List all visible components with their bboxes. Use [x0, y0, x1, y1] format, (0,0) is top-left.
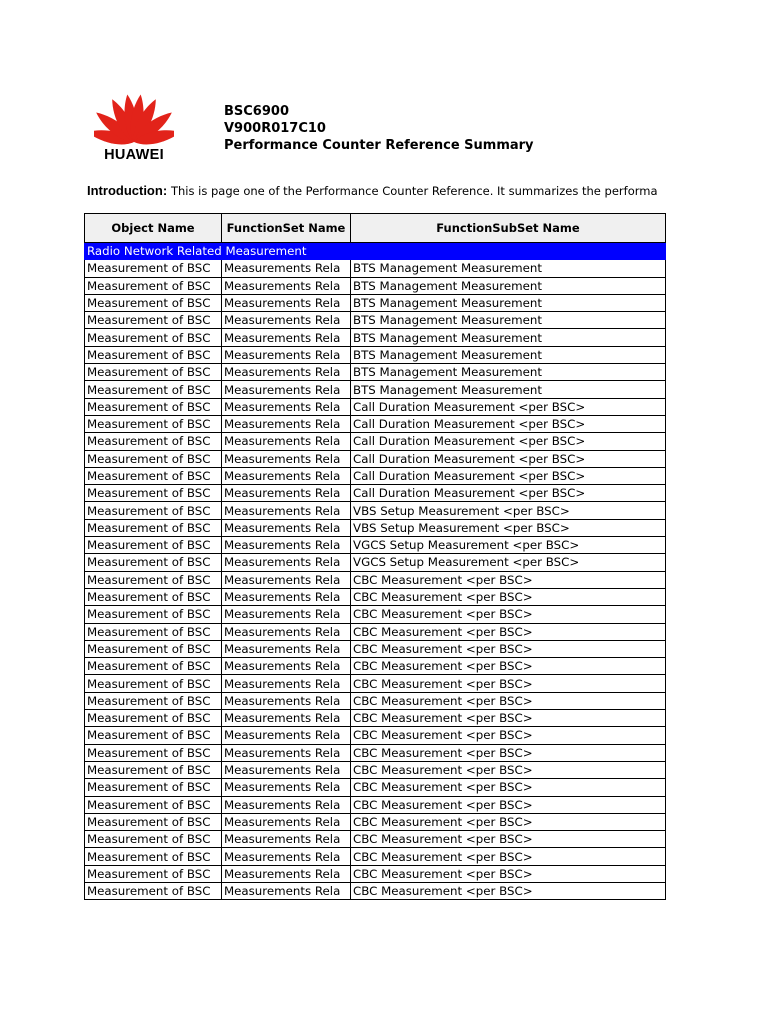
cell-functionset-name[interactable]: Measurements Rela: [222, 813, 351, 830]
cell-functionsubset-name[interactable]: BTS Management Measurement: [351, 329, 666, 346]
table-row[interactable]: [85, 519, 666, 536]
table-row[interactable]: [85, 329, 666, 346]
cell-object-name[interactable]: Measurement of BSC: [85, 450, 222, 467]
cell-object-name[interactable]: Measurement of BSC: [85, 485, 222, 502]
cell-functionset-name[interactable]: Measurements Rela: [222, 381, 351, 398]
cell-functionset-name[interactable]: Measurements Rela: [222, 502, 351, 519]
cell-object-name[interactable]: Measurement of BSC: [85, 813, 222, 830]
cell-object-name[interactable]: Measurement of BSC: [85, 588, 222, 605]
cell-functionsubset-name[interactable]: CBC Measurement <per BSC>: [351, 848, 666, 865]
cell-functionset-name[interactable]: Measurements Rela: [222, 779, 351, 796]
cell-functionsubset-name[interactable]: CBC Measurement <per BSC>: [351, 796, 666, 813]
cell-functionset-name[interactable]: Measurements Rela: [222, 658, 351, 675]
cell-functionset-name[interactable]: Measurements Rela: [222, 675, 351, 692]
table-row[interactable]: [85, 294, 666, 311]
cell-functionset-name[interactable]: Measurements Rela: [222, 865, 351, 882]
table-row[interactable]: [85, 692, 666, 709]
cell-object-name[interactable]: Measurement of BSC: [85, 882, 222, 899]
table-row[interactable]: [85, 588, 666, 605]
table-row[interactable]: [85, 796, 666, 813]
table-row[interactable]: [85, 761, 666, 778]
cell-object-name[interactable]: Measurement of BSC: [85, 571, 222, 588]
cell-functionsubset-name[interactable]: CBC Measurement <per BSC>: [351, 571, 666, 588]
cell-functionset-name[interactable]: Measurements Rela: [222, 294, 351, 311]
cell-object-name[interactable]: Measurement of BSC: [85, 554, 222, 571]
cell-functionset-name[interactable]: Measurements Rela: [222, 744, 351, 761]
section-cell-empty[interactable]: [351, 243, 666, 260]
cell-object-name[interactable]: Measurement of BSC: [85, 433, 222, 450]
table-row[interactable]: [85, 571, 666, 588]
cell-object-name[interactable]: Measurement of BSC: [85, 398, 222, 415]
cell-functionsubset-name[interactable]: Call Duration Measurement <per BSC>: [351, 450, 666, 467]
table-row[interactable]: [85, 433, 666, 450]
header-functionsubset-name[interactable]: FunctionSubSet Name: [351, 214, 666, 243]
cell-functionsubset-name[interactable]: BTS Management Measurement: [351, 312, 666, 329]
cell-functionsubset-name[interactable]: Call Duration Measurement <per BSC>: [351, 415, 666, 432]
section-cell[interactable]: [85, 243, 351, 260]
cell-functionsubset-name[interactable]: Call Duration Measurement <per BSC>: [351, 467, 666, 484]
cell-functionsubset-name[interactable]: Call Duration Measurement <per BSC>: [351, 433, 666, 450]
table-row[interactable]: [85, 346, 666, 363]
table-row[interactable]: [85, 277, 666, 294]
table-row[interactable]: [85, 710, 666, 727]
cell-functionsubset-name[interactable]: CBC Measurement <per BSC>: [351, 744, 666, 761]
product-name: BSC6900: [224, 104, 289, 119]
cell-object-name[interactable]: Measurement of BSC: [85, 415, 222, 432]
table-row[interactable]: [85, 381, 666, 398]
cell-object-name[interactable]: Measurement of BSC: [85, 865, 222, 882]
cell-functionsubset-name[interactable]: CBC Measurement <per BSC>: [351, 727, 666, 744]
cell-functionsubset-name[interactable]: CBC Measurement <per BSC>: [351, 761, 666, 778]
cell-functionset-name[interactable]: Measurements Rela: [222, 571, 351, 588]
table-row[interactable]: [85, 744, 666, 761]
cell-functionset-name[interactable]: Measurements Rela: [222, 467, 351, 484]
table-row[interactable]: [85, 882, 666, 899]
cell-functionsubset-name[interactable]: BTS Management Measurement: [351, 294, 666, 311]
cell-functionsubset-name[interactable]: CBC Measurement <per BSC>: [351, 623, 666, 640]
cell-functionset-name[interactable]: Measurements Rela: [222, 277, 351, 294]
section-row[interactable]: [85, 243, 666, 260]
cell-object-name[interactable]: Measurement of BSC: [85, 519, 222, 536]
cell-functionsubset-name[interactable]: VBS Setup Measurement <per BSC>: [351, 519, 666, 536]
cell-object-name[interactable]: Measurement of BSC: [85, 658, 222, 675]
table-row[interactable]: [85, 260, 666, 277]
table-row[interactable]: [85, 623, 666, 640]
cell-functionset-name[interactable]: Measurements Rela: [222, 398, 351, 415]
table-header-row: [85, 214, 666, 243]
table-row[interactable]: [85, 398, 666, 415]
cell-object-name[interactable]: Measurement of BSC: [85, 692, 222, 709]
header-object-name[interactable]: Object Name: [85, 214, 222, 243]
cell-functionsubset-name[interactable]: VGCS Setup Measurement <per BSC>: [351, 554, 666, 571]
table-row[interactable]: [85, 537, 666, 554]
cell-functionsubset-name[interactable]: VGCS Setup Measurement <per BSC>: [351, 537, 666, 554]
cell-functionsubset-name[interactable]: CBC Measurement <per BSC>: [351, 710, 666, 727]
cell-functionset-name[interactable]: Measurements Rela: [222, 450, 351, 467]
intro-text: This is page one of the Performance Counter Reference. It summarizes the performa: [170, 184, 658, 198]
cell-functionsubset-name[interactable]: Call Duration Measurement <per BSC>: [351, 398, 666, 415]
cell-functionset-name[interactable]: Measurements Rela: [222, 415, 351, 432]
logo-wordmark: HUAWEI: [104, 147, 164, 163]
table-row[interactable]: [85, 606, 666, 623]
cell-object-name[interactable]: Measurement of BSC: [85, 467, 222, 484]
table-row[interactable]: [85, 467, 666, 484]
cell-functionset-name[interactable]: Measurements Rela: [222, 519, 351, 536]
cell-functionset-name[interactable]: Measurements Rela: [222, 761, 351, 778]
cell-object-name[interactable]: Measurement of BSC: [85, 779, 222, 796]
cell-functionset-name[interactable]: Measurements Rela: [222, 346, 351, 363]
cell-functionset-name[interactable]: Measurements Rela: [222, 312, 351, 329]
cell-functionset-name[interactable]: Measurements Rela: [222, 364, 351, 381]
cell-functionset-name[interactable]: Measurements Rela: [222, 260, 351, 277]
cell-object-name[interactable]: Measurement of BSC: [85, 796, 222, 813]
cell-functionset-name[interactable]: Measurements Rela: [222, 640, 351, 657]
cell-object-name[interactable]: Measurement of BSC: [85, 364, 222, 381]
cell-object-name[interactable]: Measurement of BSC: [85, 277, 222, 294]
cell-object-name[interactable]: Measurement of BSC: [85, 848, 222, 865]
cell-functionset-name[interactable]: Measurements Rela: [222, 796, 351, 813]
cell-functionsubset-name[interactable]: VBS Setup Measurement <per BSC>: [351, 502, 666, 519]
cell-object-name[interactable]: Measurement of BSC: [85, 312, 222, 329]
cell-object-name[interactable]: Measurement of BSC: [85, 623, 222, 640]
cell-object-name[interactable]: Measurement of BSC: [85, 675, 222, 692]
cell-functionset-name[interactable]: Measurements Rela: [222, 485, 351, 502]
document-title: Performance Counter Reference Summary: [224, 138, 534, 153]
cell-functionsubset-name[interactable]: CBC Measurement <per BSC>: [351, 692, 666, 709]
cell-functionsubset-name[interactable]: BTS Management Measurement: [351, 381, 666, 398]
cell-functionsubset-name[interactable]: CBC Measurement <per BSC>: [351, 658, 666, 675]
table-row[interactable]: [85, 727, 666, 744]
table-row[interactable]: [85, 554, 666, 571]
cell-object-name[interactable]: Measurement of BSC: [85, 744, 222, 761]
cell-object-name[interactable]: Measurement of BSC: [85, 761, 222, 778]
cell-functionset-name[interactable]: Measurements Rela: [222, 848, 351, 865]
cell-functionset-name[interactable]: Measurements Rela: [222, 606, 351, 623]
cell-object-name[interactable]: Measurement of BSC: [85, 831, 222, 848]
cell-functionsubset-name[interactable]: BTS Management Measurement: [351, 346, 666, 363]
table-row[interactable]: [85, 364, 666, 381]
cell-object-name[interactable]: Measurement of BSC: [85, 710, 222, 727]
table-row[interactable]: [85, 813, 666, 830]
cell-functionset-name[interactable]: Measurements Rela: [222, 588, 351, 605]
huawei-petals-icon: [94, 90, 174, 146]
cell-object-name[interactable]: Measurement of BSC: [85, 537, 222, 554]
cell-functionsubset-name[interactable]: CBC Measurement <per BSC>: [351, 831, 666, 848]
cell-functionsubset-name[interactable]: CBC Measurement <per BSC>: [351, 813, 666, 830]
table-row[interactable]: [85, 640, 666, 657]
table-row[interactable]: [85, 415, 666, 432]
cell-functionset-name[interactable]: Measurements Rela: [222, 692, 351, 709]
cell-object-name[interactable]: Measurement of BSC: [85, 381, 222, 398]
cell-object-name[interactable]: Measurement of BSC: [85, 640, 222, 657]
table-row[interactable]: [85, 848, 666, 865]
cell-functionset-name[interactable]: Measurements Rela: [222, 623, 351, 640]
cell-object-name[interactable]: Measurement of BSC: [85, 346, 222, 363]
cell-functionsubset-name[interactable]: CBC Measurement <per BSC>: [351, 882, 666, 899]
header-functionset-name[interactable]: FunctionSet Name: [222, 214, 351, 243]
cell-functionsubset-name[interactable]: BTS Management Measurement: [351, 364, 666, 381]
cell-object-name[interactable]: Measurement of BSC: [85, 502, 222, 519]
cell-functionset-name[interactable]: Measurements Rela: [222, 882, 351, 899]
table-row[interactable]: [85, 658, 666, 675]
cell-functionsubset-name[interactable]: CBC Measurement <per BSC>: [351, 606, 666, 623]
huawei-logo: [94, 90, 174, 164]
cell-functionset-name[interactable]: Measurements Rela: [222, 433, 351, 450]
table-row[interactable]: [85, 675, 666, 692]
cell-object-name[interactable]: Measurement of BSC: [85, 606, 222, 623]
table-row[interactable]: [85, 502, 666, 519]
introduction: [87, 183, 667, 199]
cell-functionsubset-name[interactable]: CBC Measurement <per BSC>: [351, 865, 666, 882]
cell-object-name[interactable]: Measurement of BSC: [85, 260, 222, 277]
table-row[interactable]: [85, 312, 666, 329]
cell-object-name[interactable]: Measurement of BSC: [85, 727, 222, 744]
cell-functionsubset-name[interactable]: BTS Management Measurement: [351, 277, 666, 294]
cell-functionset-name[interactable]: Measurements Rela: [222, 329, 351, 346]
counter-summary-table: [84, 213, 666, 900]
table-row[interactable]: [85, 485, 666, 502]
table-row[interactable]: [85, 450, 666, 467]
cell-functionsubset-name[interactable]: Call Duration Measurement <per BSC>: [351, 485, 666, 502]
cell-functionset-name[interactable]: Measurements Rela: [222, 831, 351, 848]
table-row[interactable]: [85, 779, 666, 796]
product-version: V900R017C10: [224, 121, 326, 136]
cell-functionsubset-name[interactable]: CBC Measurement <per BSC>: [351, 779, 666, 796]
cell-functionset-name[interactable]: Measurements Rela: [222, 554, 351, 571]
intro-label: Introduction:: [87, 183, 168, 198]
cell-object-name[interactable]: Measurement of BSC: [85, 329, 222, 346]
cell-functionsubset-name[interactable]: CBC Measurement <per BSC>: [351, 588, 666, 605]
cell-functionset-name[interactable]: Measurements Rela: [222, 727, 351, 744]
cell-functionsubset-name[interactable]: BTS Management Measurement: [351, 260, 666, 277]
cell-functionsubset-name[interactable]: CBC Measurement <per BSC>: [351, 640, 666, 657]
document-header: [224, 103, 534, 154]
cell-object-name[interactable]: Measurement of BSC: [85, 294, 222, 311]
section-label: Radio Network Related Measurement: [87, 244, 307, 259]
cell-functionset-name[interactable]: Measurements Rela: [222, 710, 351, 727]
table-row[interactable]: [85, 865, 666, 882]
table-row[interactable]: [85, 831, 666, 848]
cell-functionsubset-name[interactable]: CBC Measurement <per BSC>: [351, 675, 666, 692]
cell-functionset-name[interactable]: Measurements Rela: [222, 537, 351, 554]
